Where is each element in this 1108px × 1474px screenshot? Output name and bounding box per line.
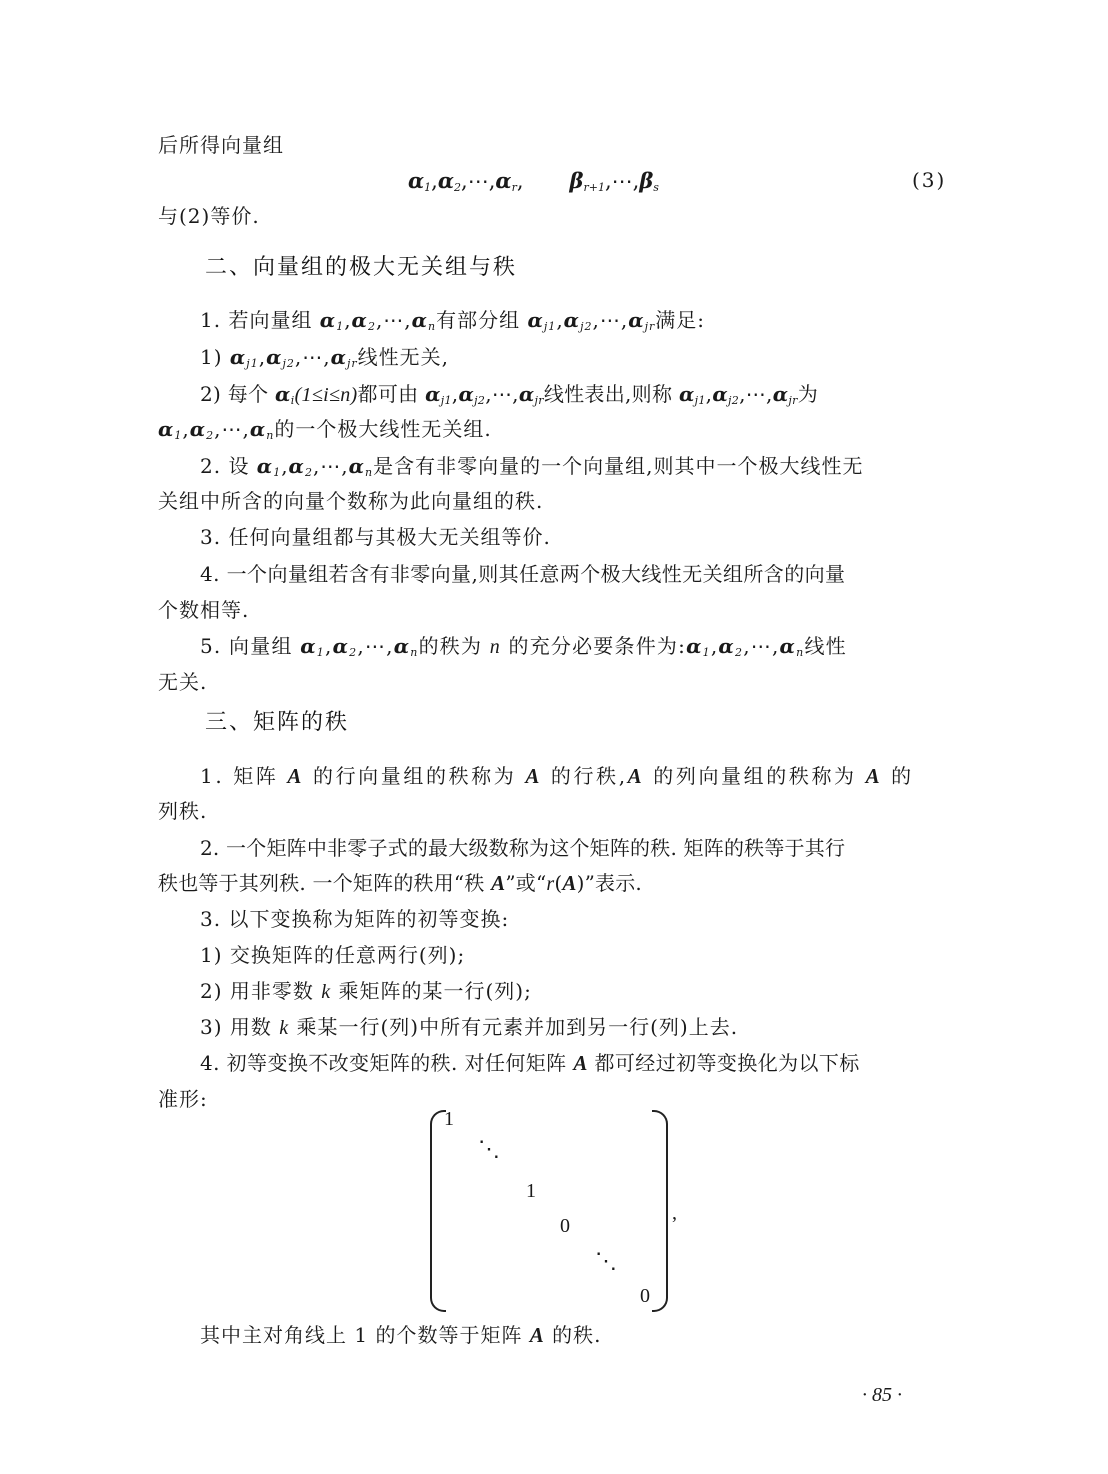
alpha: α <box>393 634 411 658</box>
alpha: α <box>628 308 645 332</box>
text: )”表示. <box>576 871 642 895</box>
text: ( <box>554 871 563 895</box>
comma: , <box>281 454 289 478</box>
subscript: j2 <box>282 357 295 370</box>
comma: , <box>488 169 496 193</box>
comma: , <box>258 345 267 369</box>
subscript: 1 <box>174 429 183 442</box>
paragraph <box>158 415 948 443</box>
subscript: 1 <box>316 646 325 659</box>
text: 都可经过初等变换化为以下标 <box>587 1051 860 1075</box>
subscript: n <box>428 320 437 333</box>
text: 1. 矩阵 <box>200 764 288 788</box>
comma: , <box>344 308 352 332</box>
trailing-comma: , <box>672 1202 677 1224</box>
text: 是含有非零向量的一个向量组,则其中一个极大线性无 <box>373 454 864 478</box>
subscript: j1 <box>543 320 557 333</box>
subscript: 2 <box>349 646 358 659</box>
comma: , <box>771 634 780 658</box>
matrix-symbol: A <box>562 871 577 895</box>
comma: , <box>461 169 468 193</box>
subscript: 2 <box>206 429 215 442</box>
ellipsis: ⋯ <box>745 382 767 406</box>
paragraph <box>158 487 948 515</box>
alpha: α <box>408 168 425 193</box>
comma: , <box>242 417 250 441</box>
paragraph <box>158 1085 948 1113</box>
comma: , <box>620 308 629 332</box>
paragraph <box>200 452 948 480</box>
intro-line <box>158 131 948 159</box>
matrix-entry: 0 <box>640 1285 650 1307</box>
text: 秩也等于其列秩. 一个矩阵的秩用“秩 <box>158 871 492 895</box>
alpha: α <box>300 634 317 658</box>
variable: n <box>489 636 501 658</box>
text: 列秩. <box>158 799 208 823</box>
beta: β <box>569 168 584 193</box>
alpha: α <box>330 345 347 369</box>
text: 后所得向量组 <box>158 133 284 157</box>
text: 关组中所含的向量个数称为此向量组的秩. <box>158 489 544 513</box>
subscript: s <box>653 181 659 194</box>
subscript: j1 <box>246 357 259 370</box>
paragraph <box>200 380 948 409</box>
text: 准形: <box>158 1087 208 1111</box>
alpha: α <box>772 382 789 406</box>
ellipsis: ⋯ <box>320 454 342 478</box>
matrix-symbol: A <box>573 1051 588 1075</box>
text: 3) 用数 <box>200 1015 280 1039</box>
subscript: j1 <box>440 394 452 407</box>
comma: , <box>592 308 600 332</box>
matrix-entry: 0 <box>560 1215 570 1237</box>
paragraph <box>200 941 948 969</box>
text: 1) 交换矩阵的任意两行(列); <box>200 943 466 967</box>
subscript: n <box>796 646 805 659</box>
ellipsis: ⋯ <box>302 345 324 369</box>
ellipsis: ⋯ <box>750 634 772 658</box>
text: 线性无关, <box>357 345 450 369</box>
alpha: α <box>425 382 441 406</box>
alpha: α <box>189 417 207 441</box>
alpha: α <box>527 308 544 332</box>
paragraph <box>200 762 948 790</box>
ellipsis: ⋯ <box>383 308 405 332</box>
comma: , <box>512 382 519 406</box>
text: 1) <box>200 345 230 369</box>
equation-3 <box>408 168 659 193</box>
text: 为 <box>797 382 819 406</box>
matrix-symbol: A <box>529 1323 545 1347</box>
alpha: α <box>678 382 695 406</box>
subscript: 1 <box>424 181 432 194</box>
subscript: jr <box>644 320 656 333</box>
matrix-entry: 1 <box>526 1180 536 1202</box>
text: 的充分必要条件为: <box>500 634 687 658</box>
section-heading: 三、矩阵的秩 <box>205 710 350 735</box>
equation-number: (3) <box>912 168 947 192</box>
text: 的列向量组的秩称为 <box>644 764 866 788</box>
matrix-entry: 1 <box>444 1108 454 1130</box>
subscript: 1 <box>702 646 711 659</box>
alpha: α <box>458 382 475 406</box>
alpha: α <box>249 417 267 441</box>
subscript: r <box>511 181 517 194</box>
alpha: α <box>332 634 350 658</box>
comma: , <box>739 382 746 406</box>
comma: , <box>182 417 190 441</box>
text: 2) 每个 <box>200 382 276 406</box>
variable: k <box>279 1017 290 1039</box>
paragraph <box>200 632 948 661</box>
alpha: α <box>437 168 455 193</box>
subscript: n <box>410 646 419 659</box>
variable: k <box>321 981 332 1003</box>
comma: , <box>325 634 333 658</box>
section-heading: 二、向量组的极大无关组与秩 <box>205 255 518 280</box>
comma: , <box>485 382 492 406</box>
matrix-symbol: A <box>287 764 305 788</box>
subscript: 2 <box>454 181 462 194</box>
page-number: · 85 · <box>862 1384 902 1406</box>
comma: , <box>451 382 459 406</box>
matrix-symbol: A <box>865 764 883 788</box>
comma: , <box>323 345 331 369</box>
paragraph <box>200 523 948 551</box>
text: 3. 以下变换称为矩阵的初等变换: <box>200 907 510 931</box>
text: 都可由 <box>357 382 426 406</box>
subscript: jr <box>788 394 798 407</box>
alpha: α <box>319 308 337 332</box>
text: 的秩. <box>544 1323 602 1347</box>
subscript: 1 <box>273 466 282 479</box>
paragraph <box>158 596 948 624</box>
paragraph <box>200 834 948 862</box>
text: 1. 若向量组 <box>200 308 320 332</box>
text: 其中主对角线上 1 的个数等于矩阵 <box>200 1323 530 1347</box>
text: 2. 一个矩阵中非零子式的最大级数称为这个矩阵的秩. 矩阵的秩等于其行 <box>200 836 846 860</box>
alpha: α <box>158 417 175 441</box>
comma: , <box>705 382 713 406</box>
comma: , <box>710 634 719 658</box>
paragraph <box>158 869 948 898</box>
ellipsis: ⋯ <box>599 308 621 332</box>
paragraph <box>200 343 948 371</box>
comma: , <box>357 634 365 658</box>
alpha: α <box>495 168 512 193</box>
paragraph <box>200 1013 948 1042</box>
comma: , <box>294 345 303 369</box>
text: 无关. <box>158 670 208 694</box>
subscript: 2 <box>304 466 313 479</box>
alpha: α <box>712 382 729 406</box>
text: 线性表出,则称 <box>543 382 679 406</box>
text: 与(2)等价. <box>158 204 260 228</box>
text: 2. 设 <box>200 454 257 478</box>
left-parenthesis <box>430 1110 446 1312</box>
alpha: α <box>518 382 535 406</box>
subscript: 2 <box>735 646 744 659</box>
subscript: j2 <box>728 394 740 407</box>
subscript: n <box>365 466 374 479</box>
paragraph <box>158 668 948 696</box>
comma: , <box>516 169 524 193</box>
subscript: r+1 <box>583 181 605 194</box>
paragraph <box>200 1049 948 1077</box>
comma: , <box>632 169 640 193</box>
ellipsis: ⋯ <box>221 417 243 441</box>
text: 的 <box>882 764 914 788</box>
subscript: 2 <box>367 320 376 333</box>
alpha: α <box>348 454 366 478</box>
text: 的行秩, <box>541 764 628 788</box>
alpha: α <box>351 308 368 332</box>
comma: , <box>214 417 222 441</box>
variable: r <box>546 873 555 895</box>
matrix-symbol: A <box>525 764 542 788</box>
comma: , <box>386 634 394 658</box>
text: 3. 任何向量组都与其极大无关组等价. <box>200 525 551 549</box>
paragraph <box>200 905 948 933</box>
diagonal-dots: ⋱ <box>595 1248 617 1273</box>
alpha: α <box>563 308 581 332</box>
ellipsis: ⋯ <box>491 382 513 406</box>
diagonal-dots: ⋱ <box>478 1136 500 1161</box>
text: 4. 初等变换不改变矩阵的秩. 对任何矩阵 <box>200 1051 574 1075</box>
beta: β <box>639 168 654 193</box>
subscript: jr <box>346 357 358 370</box>
right-parenthesis <box>652 1110 668 1312</box>
ellipsis: ⋯ <box>364 634 387 658</box>
comma: , <box>743 634 751 658</box>
paragraph <box>200 977 948 1006</box>
matrix-symbol: A <box>627 764 645 788</box>
comma: , <box>604 169 612 193</box>
text: 有部分组 <box>436 308 528 332</box>
text: 个数相等. <box>158 598 250 622</box>
text: 乘矩阵的某一行(列); <box>331 979 532 1003</box>
text: 线性 <box>804 634 847 658</box>
subscript: j1 <box>694 394 706 407</box>
intro-line <box>158 202 948 230</box>
alpha: α <box>229 345 247 369</box>
text: 的一个极大线性无关组. <box>274 417 492 441</box>
paragraph <box>200 1321 948 1349</box>
text: 乘某一行(列)中所有元素并加到另一行(列)上去. <box>289 1015 739 1039</box>
condition: (1≤i≤n) <box>294 384 358 406</box>
subscript: 1 <box>336 320 345 333</box>
text: ”或“ <box>505 871 547 895</box>
comma: , <box>341 454 349 478</box>
alpha: α <box>266 345 283 369</box>
subscript: jr <box>534 394 544 407</box>
comma: , <box>312 454 321 478</box>
standard-form-matrix <box>430 1108 677 1310</box>
subscript: n <box>266 429 275 442</box>
text: 2) 用非零数 <box>200 979 322 1003</box>
paragraph <box>158 797 948 825</box>
text: 5. 向量组 <box>200 634 301 658</box>
comma: , <box>404 308 412 332</box>
alpha: α <box>411 308 429 332</box>
alpha: α <box>686 634 703 658</box>
text: 的秩为 <box>418 634 490 658</box>
comma: , <box>375 308 384 332</box>
alpha: α <box>275 382 291 406</box>
comma: , <box>431 169 438 193</box>
subscript: j2 <box>474 394 486 407</box>
alpha: α <box>288 454 305 478</box>
comma: , <box>766 382 773 406</box>
text: 的行向量组的秩称为 <box>304 764 526 788</box>
subscript: j2 <box>580 320 593 333</box>
paragraph <box>200 560 948 588</box>
alpha: α <box>256 454 274 478</box>
text: 4. 一个向量组若含有非零向量,则其任意两个极大线性无关组所含的向量 <box>200 562 846 586</box>
matrix-symbol: A <box>491 871 506 895</box>
comma: , <box>556 308 564 332</box>
ellipsis: ⋯ <box>611 169 633 193</box>
alpha: α <box>718 634 736 658</box>
alpha: α <box>779 634 797 658</box>
text: 满足: <box>655 308 706 332</box>
paragraph <box>200 306 948 334</box>
subscript: i <box>290 394 295 407</box>
ellipsis: ⋯ <box>467 169 489 193</box>
